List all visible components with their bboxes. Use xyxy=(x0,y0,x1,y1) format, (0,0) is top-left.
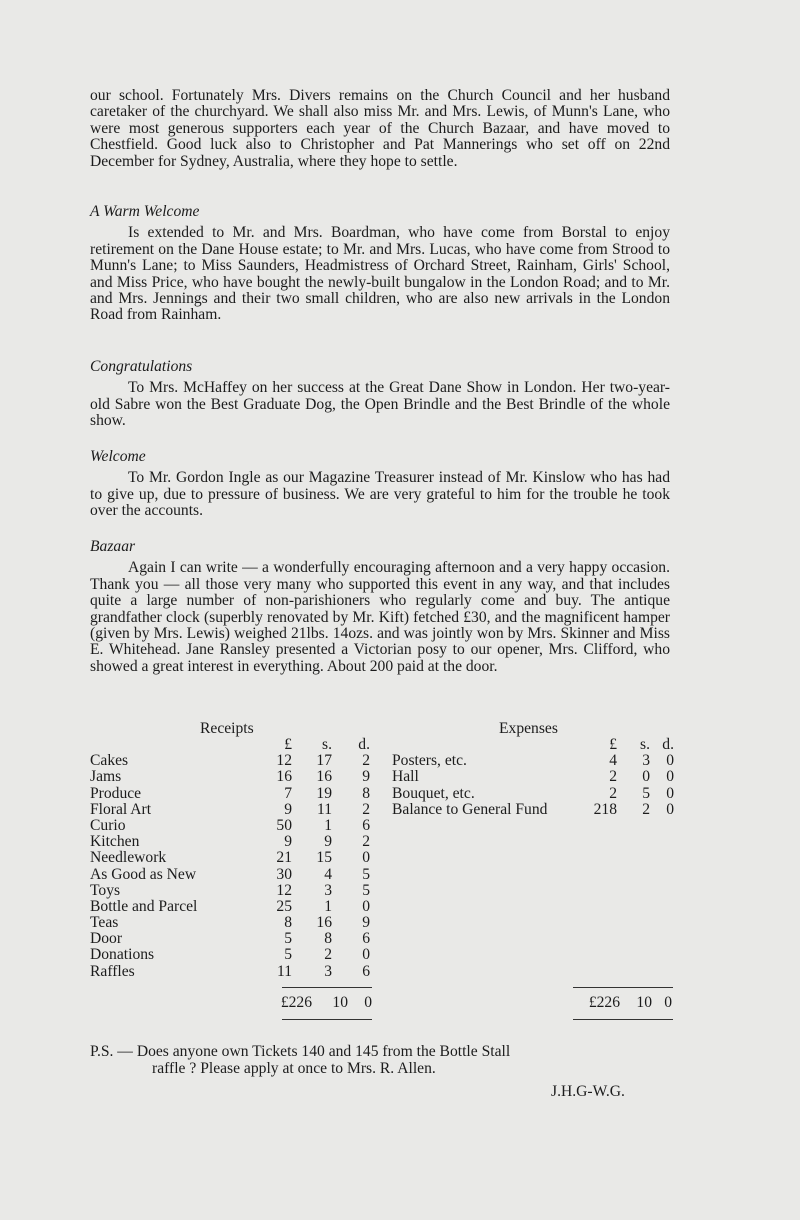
expenses-row xyxy=(392,753,682,769)
section-heading: Bazaar xyxy=(90,538,136,555)
expenses-rows xyxy=(392,753,682,818)
receipts-row xyxy=(90,850,380,866)
col-pence-header: d. xyxy=(662,736,674,753)
receipts-cell-pounds: 16 xyxy=(276,768,292,786)
expenses-cell-shillings: 0 xyxy=(642,768,650,786)
receipts-cell-pence: 8 xyxy=(362,784,370,802)
receipts-cell-shillings: 1 xyxy=(324,897,332,915)
receipts-row xyxy=(90,769,380,785)
receipts-cell-pounds: 12 xyxy=(276,752,292,770)
receipts-row xyxy=(90,867,380,883)
section-heading: Congratulations xyxy=(90,358,193,375)
expenses-cell-shillings: 2 xyxy=(642,800,650,818)
receipts-cell-shillings: 2 xyxy=(324,946,332,964)
receipts-cell-pounds: 9 xyxy=(284,800,292,818)
section-body: To Mr. Gordon Ingle as our Magazine Treasurer instead of Mr. Kinslow who has had to give up, due to pressure of business. We are very grateful to him for the trouble he took over the accounts. xyxy=(90,469,670,520)
receipts-cell-pence: 5 xyxy=(362,881,370,899)
section-heading: Welcome xyxy=(90,448,146,465)
receipts-total-shillings: 10 xyxy=(332,994,348,1011)
receipts-cell-pounds: 9 xyxy=(284,833,292,851)
expenses-rule-bottom xyxy=(573,1019,673,1020)
section-body: To Mrs. McHaffey on her success at the Great Dane Show in London. Her two-year-old Sabre won the Best Graduate Dog, the Open Brindle and the Best Brindle of the whole show. xyxy=(90,379,670,430)
expenses-header-row xyxy=(392,737,682,753)
receipts-row xyxy=(90,964,380,980)
receipts-total-pounds: £226 xyxy=(280,994,312,1011)
expenses-rule-top xyxy=(573,987,673,988)
receipts-cell-item: Jams xyxy=(90,768,122,786)
receipts-row xyxy=(90,931,380,947)
receipts-cell-pounds: 7 xyxy=(284,784,292,802)
expenses-cell-pence: 0 xyxy=(666,784,674,802)
section-warm-welcome xyxy=(90,204,670,324)
receipts-cell-shillings: 19 xyxy=(316,784,332,802)
postscript-text-2: raffle ? Please apply at once to Mrs. R. Allen. xyxy=(152,1060,436,1077)
expenses-total-pounds: £226 xyxy=(588,994,620,1011)
receipts-cell-shillings: 8 xyxy=(324,930,332,948)
receipts-row xyxy=(90,818,380,834)
receipts-cell-item: Kitchen xyxy=(90,833,140,851)
postscript-label: P.S. — xyxy=(90,1043,133,1060)
receipts-cell-item: Needlework xyxy=(90,849,167,867)
receipts-cell-item: Door xyxy=(90,930,123,948)
receipts-cell-item: Raffles xyxy=(90,962,135,980)
receipts-cell-pounds: 5 xyxy=(284,930,292,948)
expenses-cell-pounds: 2 xyxy=(609,784,617,802)
intro-block xyxy=(90,88,670,170)
expenses-cell-pence: 0 xyxy=(666,768,674,786)
receipts-cell-pence: 0 xyxy=(362,946,370,964)
expenses-table xyxy=(392,737,682,818)
receipts-cell-pounds: 5 xyxy=(284,946,292,964)
receipts-cell-shillings: 16 xyxy=(316,768,332,786)
section-body: Again I can write — a wonderfully encouraging afternoon and a very happy occasion. Thank you — all those very many who supported this event in any way, and that includes quite a large number of non-parishioners who regularly come and buy. The antique grandfather clock (superbly renovated by Mr. Kift) fetched £30, and the magnificent hamper (given by Mrs. Lewis) weighed 21lbs. 14ozs. and was jointly won by Mrs. Skinner and Miss E. Whitehead. Jane Ransley presented a Victorian posy to our opener, Mrs. Clifford, who showed a great interest in everything. About 200 paid at the door. xyxy=(90,559,670,675)
section-welcome xyxy=(90,449,670,520)
receipts-cell-item: Donations xyxy=(90,946,155,964)
col-pounds-header: £ xyxy=(284,736,292,753)
receipts-cell-pence: 9 xyxy=(362,768,370,786)
receipts-total-row xyxy=(90,995,380,1011)
receipts-cell-item: Toys xyxy=(90,881,121,899)
receipts-cell-shillings: 15 xyxy=(316,849,332,867)
receipts-rule-top xyxy=(282,987,372,988)
receipts-cell-shillings: 17 xyxy=(316,752,332,770)
postscript-text-1: Does anyone own Tickets 140 and 145 from the Bottle Stall xyxy=(136,1043,511,1060)
expenses-row xyxy=(392,786,682,802)
postscript xyxy=(90,1043,690,1077)
expenses-row xyxy=(392,769,682,785)
receipts-cell-item: Teas xyxy=(90,914,119,932)
receipts-rule-bottom xyxy=(282,1019,372,1020)
receipts-cell-pence: 6 xyxy=(362,816,370,834)
expenses-cell-pounds: 218 xyxy=(593,800,617,818)
expenses-total-row xyxy=(392,995,682,1011)
expenses-total-shillings: 10 xyxy=(636,994,652,1011)
receipts-cell-pence: 2 xyxy=(362,833,370,851)
receipts-row xyxy=(90,834,380,850)
receipts-cell-shillings: 11 xyxy=(316,800,332,818)
receipts-cell-pence: 5 xyxy=(362,865,370,883)
receipts-cell-pounds: 25 xyxy=(276,897,292,915)
col-pounds-header: £ xyxy=(609,736,617,753)
receipts-cell-pounds: 21 xyxy=(276,849,292,867)
expenses-cell-pounds: 2 xyxy=(609,768,617,786)
receipts-row xyxy=(90,883,380,899)
expenses-cell-pence: 0 xyxy=(666,800,674,818)
receipts-title: Receipts xyxy=(200,720,254,737)
col-shillings-header: s. xyxy=(322,736,332,753)
expenses-cell-item: Bouquet, etc. xyxy=(392,784,475,802)
expenses-cell-shillings: 3 xyxy=(642,752,650,770)
receipts-row xyxy=(90,947,380,963)
expenses-row xyxy=(392,802,682,818)
receipts-cell-pounds: 8 xyxy=(284,914,292,932)
receipts-cell-pence: 6 xyxy=(362,930,370,948)
receipts-cell-pence: 2 xyxy=(362,800,370,818)
receipts-cell-pounds: 12 xyxy=(276,881,292,899)
receipts-cell-pounds: 50 xyxy=(276,816,292,834)
receipts-cell-item: Produce xyxy=(90,784,142,802)
receipts-cell-shillings: 16 xyxy=(316,914,332,932)
signature: J.H.G-W.G. xyxy=(551,1083,625,1100)
receipts-cell-pence: 6 xyxy=(362,962,370,980)
intro-paragraph: our school. Fortunately Mrs. Divers remains on the Church Council and her husband caretaker of the churchyard. We shall also miss Mr. and Mrs. Lewis, of Munn's Lane, who were most generous supporters each year of the Church Bazaar, and have moved to Chestfield. Good luck also to Christopher and Pat Mannerings who set off on 22nd December for Sydney, Australia, where they hope to settle. xyxy=(90,87,670,170)
receipts-cell-shillings: 9 xyxy=(324,833,332,851)
expenses-cell-item: Posters, etc. xyxy=(392,752,467,770)
expenses-cell-item: Hall xyxy=(392,768,419,786)
receipts-cell-pounds: 11 xyxy=(276,962,292,980)
receipts-cell-shillings: 4 xyxy=(324,865,332,883)
expenses-total-pence: 0 xyxy=(664,994,672,1011)
section-congratulations xyxy=(90,359,670,430)
expenses-cell-shillings: 5 xyxy=(642,784,650,802)
expenses-cell-pounds: 4 xyxy=(609,752,617,770)
receipts-cell-item: Bottle and Parcel xyxy=(90,897,198,915)
receipts-cell-item: Cakes xyxy=(90,752,129,770)
receipts-cell-item: Floral Art xyxy=(90,800,152,818)
receipts-cell-pence: 0 xyxy=(362,849,370,867)
receipts-header-row xyxy=(90,737,380,753)
receipts-cell-shillings: 1 xyxy=(324,816,332,834)
col-pence-header: d. xyxy=(358,736,370,753)
receipts-cell-pence: 0 xyxy=(362,897,370,915)
receipts-cell-item: As Good as New xyxy=(90,865,197,883)
receipts-cell-shillings: 3 xyxy=(324,881,332,899)
receipts-cell-pounds: 30 xyxy=(276,865,292,883)
receipts-row xyxy=(90,802,380,818)
receipts-row xyxy=(90,915,380,931)
expenses-total xyxy=(392,995,682,1011)
postscript-line-1 xyxy=(90,1043,690,1060)
receipts-cell-pence: 2 xyxy=(362,752,370,770)
section-heading: A Warm Welcome xyxy=(90,203,200,220)
receipts-rows xyxy=(90,753,380,980)
expenses-cell-item: Balance to General Fund xyxy=(392,800,548,818)
receipts-row xyxy=(90,753,380,769)
section-bazaar xyxy=(90,539,670,675)
expenses-cell-pence: 0 xyxy=(666,752,674,770)
receipts-total-pence: 0 xyxy=(364,994,372,1011)
receipts-cell-shillings: 3 xyxy=(324,962,332,980)
receipts-row xyxy=(90,786,380,802)
expenses-title: Expenses xyxy=(499,720,558,737)
receipts-row xyxy=(90,899,380,915)
receipts-cell-item: Curio xyxy=(90,816,126,834)
receipts-total xyxy=(90,995,380,1011)
section-body: Is extended to Mr. and Mrs. Boardman, who have come from Borstal to enjoy retirement on the Dane House estate; to Mr. and Mrs. Lucas, who have come from Strood to Munn's Lane; to Miss Saunders, Headmistress of Orchard Street, Rainham, Girls' School, and Miss Price, who have bought the newly-built bungalow in the London Road; and to Mr. and Mrs. Jennings and their two small children, who are also new arrivals in the London Road from Rainham. xyxy=(90,224,670,324)
col-shillings-header: s. xyxy=(640,736,650,753)
receipts-table xyxy=(90,737,380,980)
receipts-cell-pence: 9 xyxy=(362,914,370,932)
